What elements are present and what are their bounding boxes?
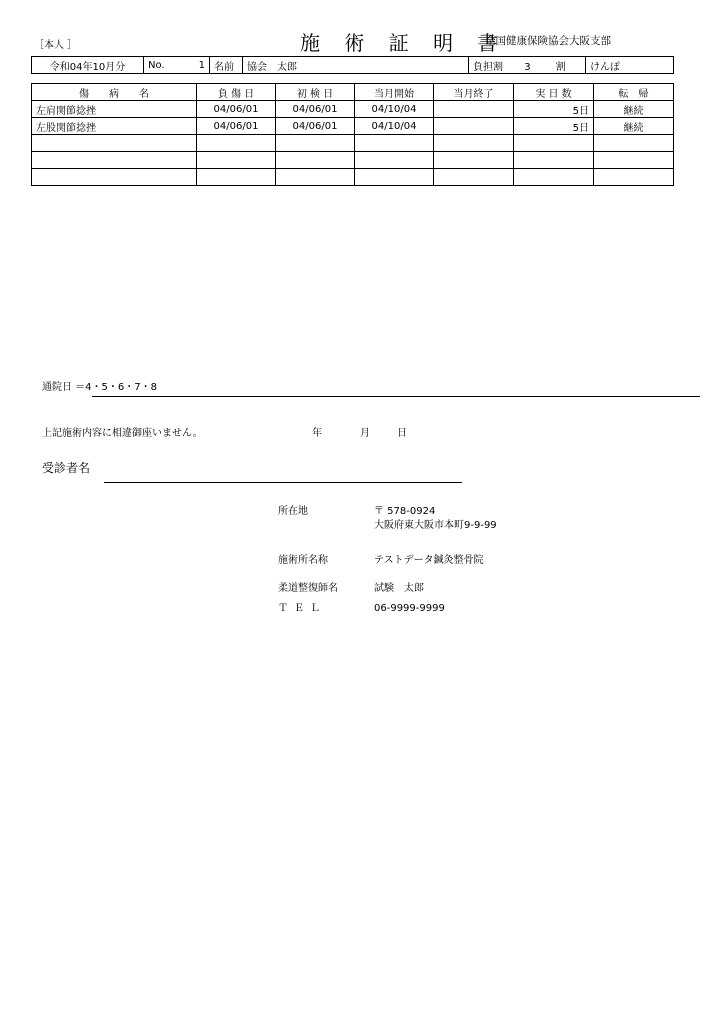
outcome xyxy=(594,152,674,169)
month-label: 月 xyxy=(360,428,370,439)
postal-code: 〒 578-0924 xyxy=(374,506,436,517)
clinic-name-label: 施術所名称 xyxy=(278,555,328,566)
period: 令和04年10月分 xyxy=(32,57,144,74)
column-header: 実 日 数 xyxy=(514,84,594,101)
clinic-address: 大阪府東大阪市本町9-9-99 xyxy=(374,520,497,531)
column-header: 当月終了 xyxy=(434,84,514,101)
tel-label: ＴＥＬ xyxy=(278,603,326,614)
injury-date xyxy=(197,135,276,152)
actual-days: 5日 xyxy=(514,118,594,135)
first-exam-date xyxy=(276,169,355,186)
burden-value: 3 xyxy=(524,61,531,73)
practitioner-label: 柔道整復師名 xyxy=(278,583,338,594)
injury-name: 左股関節捻挫 xyxy=(32,118,197,135)
injury-name xyxy=(32,135,197,152)
column-header: 初 検 日 xyxy=(276,84,355,101)
table-row xyxy=(32,118,674,135)
column-header: 傷 病 名 xyxy=(32,84,197,101)
header-table xyxy=(31,56,674,74)
patient-name-label: 受診者名 xyxy=(42,461,91,475)
injury-name xyxy=(32,152,197,169)
number-cell xyxy=(144,57,210,74)
month-start xyxy=(355,152,434,169)
organization-name: 全国健康保険協会大阪支部 xyxy=(485,35,611,47)
day-label: 日 xyxy=(397,428,407,439)
injury-date xyxy=(197,152,276,169)
burden-cell xyxy=(469,57,586,74)
table-row xyxy=(32,135,674,152)
injury-date xyxy=(197,169,276,186)
header-row xyxy=(32,57,674,74)
first-exam-date: 04/06/01 xyxy=(276,101,355,118)
visit-days: 通院日 ＝4・5・6・7・8 xyxy=(42,382,157,393)
month-end xyxy=(434,169,514,186)
column-header: 当月開始 xyxy=(355,84,434,101)
actual-days xyxy=(514,135,594,152)
injury-name xyxy=(32,169,197,186)
outcome: 継続 xyxy=(594,101,674,118)
page-title: 施 術 証 明 書 xyxy=(300,31,507,55)
month-start: 04/10/04 xyxy=(355,101,434,118)
month-end xyxy=(434,118,514,135)
column-header: 負 傷 日 xyxy=(197,84,276,101)
injury-date: 04/06/01 xyxy=(197,118,276,135)
name-value: 協会 太郎 xyxy=(243,57,469,74)
number-value: 1 xyxy=(198,59,205,71)
burden-label: 負担割 xyxy=(473,61,503,73)
actual-days xyxy=(514,169,594,186)
outcome xyxy=(594,135,674,152)
first-exam-date xyxy=(276,152,355,169)
month-end xyxy=(434,135,514,152)
injury-name: 左肩関節捻挫 xyxy=(32,101,197,118)
table-row xyxy=(32,101,674,118)
tel-number: 06-9999-9999 xyxy=(374,603,445,614)
injury-table-header xyxy=(32,84,674,101)
month-start xyxy=(355,169,434,186)
actual-days xyxy=(514,152,594,169)
table-row xyxy=(32,152,674,169)
actual-days: 5日 xyxy=(514,101,594,118)
practitioner-name: 試験 太郎 xyxy=(374,583,424,594)
insured-type: ［本人 ］ xyxy=(34,40,78,51)
name-label: 名前 xyxy=(210,57,243,74)
month-start xyxy=(355,135,434,152)
insurance-type: けんぽ xyxy=(586,57,674,74)
burden-unit: 割 xyxy=(555,61,566,73)
month-end xyxy=(434,101,514,118)
clinic-name: テストデータ鍼灸整骨院 xyxy=(374,555,484,566)
patient-name-underline xyxy=(104,482,462,483)
first-exam-date: 04/06/01 xyxy=(276,118,355,135)
first-exam-date xyxy=(276,135,355,152)
column-header: 転 帰 xyxy=(594,84,674,101)
address-label: 所在地 xyxy=(278,506,308,517)
month-start: 04/10/04 xyxy=(355,118,434,135)
year-label: 年 xyxy=(312,428,322,439)
injury-table xyxy=(31,83,674,186)
month-end xyxy=(434,152,514,169)
injury-date: 04/06/01 xyxy=(197,101,276,118)
number-label: No. xyxy=(148,59,165,71)
table-row xyxy=(32,169,674,186)
outcome xyxy=(594,169,674,186)
visit-days-underline xyxy=(92,396,700,397)
outcome: 継続 xyxy=(594,118,674,135)
certification-statement: 上記施術内容に相違御座いません。 xyxy=(42,428,203,439)
